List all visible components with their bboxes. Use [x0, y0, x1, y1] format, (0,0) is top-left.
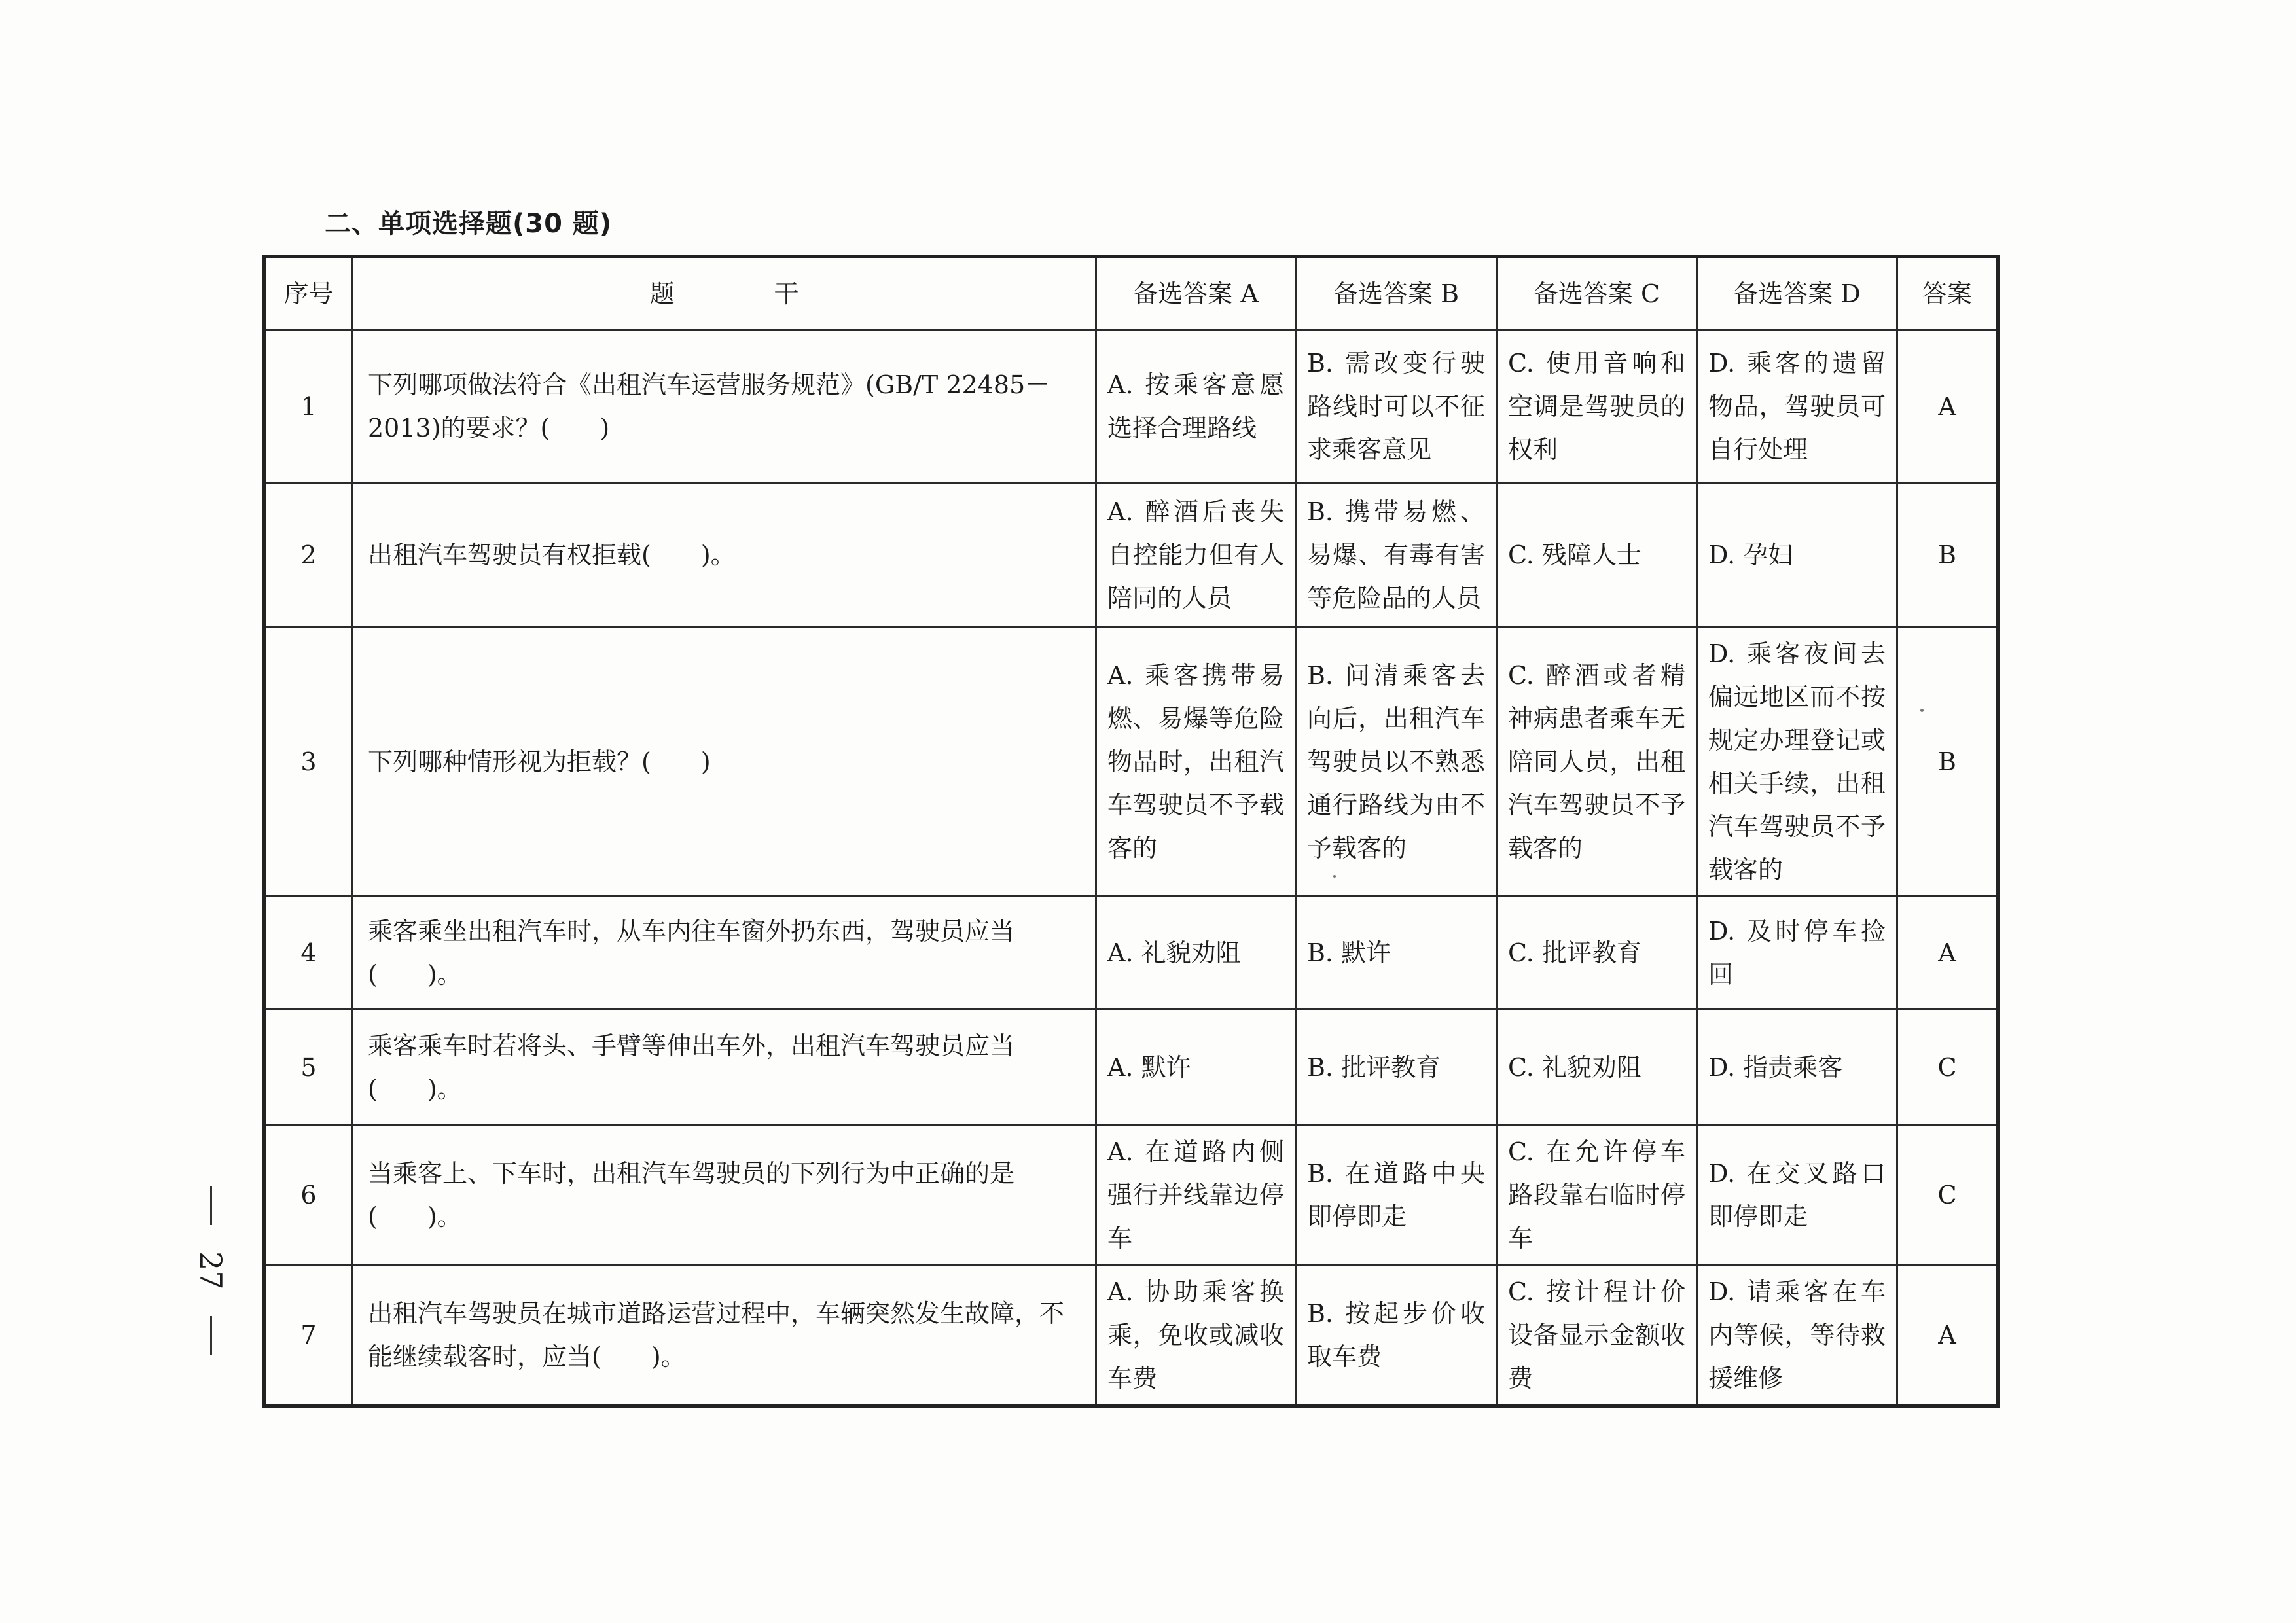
question-number: 2	[264, 483, 353, 627]
option-b: B. 按起步价收取车费	[1296, 1265, 1497, 1406]
option-c: C. 在允许停车路段靠右临时停车	[1497, 1126, 1697, 1265]
question-stem: 下列哪项做法符合《出租汽车运营服务规范》(GB/T 22485－2013)的要求？( )	[353, 330, 1096, 483]
question-stem: 下列哪种情形视为拒载？( )	[353, 627, 1096, 897]
table-row	[264, 483, 1998, 627]
option-a: A. 协助乘客换乘，免收或减收车费	[1096, 1265, 1296, 1406]
option-d: D. 指责乘客	[1697, 1009, 1897, 1126]
option-d: D. 及时停车捡回	[1697, 897, 1897, 1009]
question-number: 3	[264, 627, 353, 897]
option-b: B. 携带易燃、易爆、有毒有害等危险品的人员	[1296, 483, 1497, 627]
header-answer: 答案	[1897, 257, 1998, 330]
option-a: A. 醉酒后丧失自控能力但有人陪同的人员	[1096, 483, 1296, 627]
option-a: A. 乘客携带易燃、易爆等危险物品时，出租汽车驾驶员不予载客的	[1096, 627, 1296, 897]
option-d: D. 请乘客在车内等候，等待救援维修	[1697, 1265, 1897, 1406]
question-number: 4	[264, 897, 353, 1009]
header-option-c: 备选答案 C	[1497, 257, 1697, 330]
question-number: 1	[264, 330, 353, 483]
answer: C	[1897, 1126, 1998, 1265]
question-stem: 当乘客上、下车时，出租汽车驾驶员的下列行为中正确的是( )。	[353, 1126, 1096, 1265]
question-table	[262, 255, 2000, 1408]
header-no: 序号	[264, 257, 353, 330]
option-a: A. 按乘客意愿选择合理路线	[1096, 330, 1296, 483]
question-stem: 出租汽车驾驶员有权拒载( )。	[353, 483, 1096, 627]
answer: A	[1897, 897, 1998, 1009]
scan-speck	[1920, 709, 1924, 712]
page-number: 27	[193, 1251, 228, 1290]
option-c: C. 残障人士	[1497, 483, 1697, 627]
header-stem: 题 干	[353, 257, 1096, 330]
table-row	[264, 897, 1998, 1009]
table-row	[264, 1009, 1998, 1126]
scan-speck	[1333, 875, 1336, 878]
option-c: C. 批评教育	[1497, 897, 1697, 1009]
option-a: A. 默许	[1096, 1009, 1296, 1126]
table-row	[264, 1126, 1998, 1265]
answer: A	[1897, 1265, 1998, 1406]
option-b: B. 需改变行驶路线时可以不征求乘客意见	[1296, 330, 1497, 483]
table-row	[264, 330, 1998, 483]
option-d: D. 乘客夜间去偏远地区而不按规定办理登记或相关手续，出租汽车驾驶员不予载客的	[1697, 627, 1897, 897]
answer: B	[1897, 483, 1998, 627]
option-a: A. 在道路内侧强行并线靠边停车	[1096, 1126, 1296, 1265]
header-option-b: 备选答案 B	[1296, 257, 1497, 330]
answer: B	[1897, 627, 1998, 897]
option-d: D. 孕妇	[1697, 483, 1897, 627]
question-stem: 出租汽车驾驶员在城市道路运营过程中，车辆突然发生故障，不能继续载客时，应当( )。	[353, 1265, 1096, 1406]
page-number-dash-top	[210, 1186, 212, 1225]
table-row	[264, 627, 1998, 897]
table-row	[264, 1265, 1998, 1406]
header-row	[264, 257, 1998, 330]
option-b: B. 在道路中央即停即走	[1296, 1126, 1497, 1265]
answer: C	[1897, 1009, 1998, 1126]
question-number: 7	[264, 1265, 353, 1406]
header-option-a: 备选答案 A	[1096, 257, 1296, 330]
option-b: B. 默许	[1296, 897, 1497, 1009]
option-b: B. 问清乘客去向后，出租汽车驾驶员以不熟悉通行路线为由不予载客的	[1296, 627, 1497, 897]
option-b: B. 批评教育	[1296, 1009, 1497, 1126]
option-d: D. 在交叉路口即停即走	[1697, 1126, 1897, 1265]
option-c: C. 使用音响和空调是驾驶员的权利	[1497, 330, 1697, 483]
question-number: 5	[264, 1009, 353, 1126]
header-option-d: 备选答案 D	[1697, 257, 1897, 330]
option-d: D. 乘客的遗留物品，驾驶员可自行处理	[1697, 330, 1897, 483]
answer: A	[1897, 330, 1998, 483]
question-stem: 乘客乘车时若将头、手臂等伸出车外，出租汽车驾驶员应当( )。	[353, 1009, 1096, 1126]
page-number-dash-bottom	[210, 1316, 212, 1355]
page-number-marker	[193, 1186, 228, 1402]
question-stem: 乘客乘坐出租汽车时，从车内往车窗外扔东西，驾驶员应当( )。	[353, 897, 1096, 1009]
question-number: 6	[264, 1126, 353, 1265]
option-a: A. 礼貌劝阻	[1096, 897, 1296, 1009]
option-c: C. 按计程计价设备显示金额收费	[1497, 1265, 1697, 1406]
section-title: 二、单项选择题(30 题)	[325, 209, 613, 239]
option-c: C. 礼貌劝阻	[1497, 1009, 1697, 1126]
option-c: C. 醉酒或者精神病患者乘车无陪同人员，出租汽车驾驶员不予载客的	[1497, 627, 1697, 897]
